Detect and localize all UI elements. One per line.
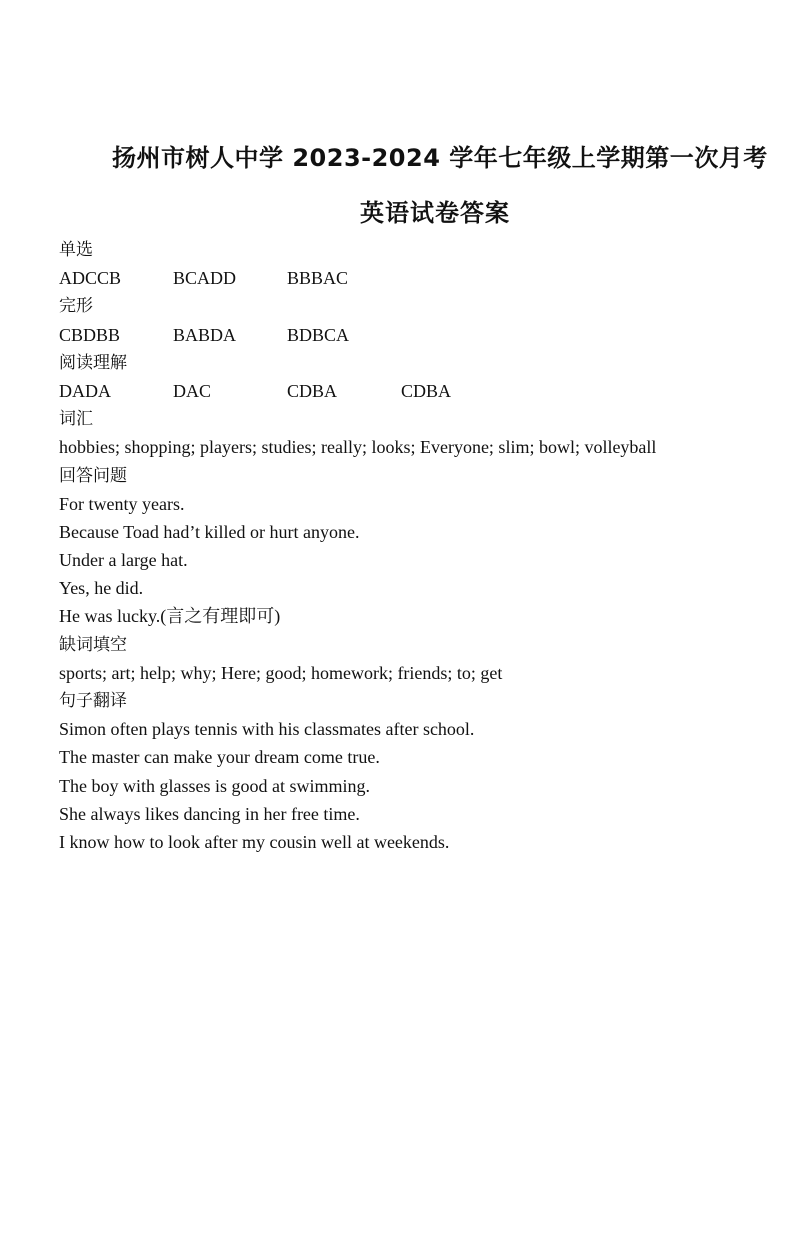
- answer-group: DAC: [173, 380, 212, 401]
- reading-answers: [59, 377, 759, 405]
- question-answer: For twenty years.: [59, 493, 185, 514]
- question-answer: Under a large hat.: [59, 550, 188, 571]
- section-heading-cloze: 完形: [59, 296, 93, 317]
- answer-group: CDBA: [287, 380, 338, 401]
- section-heading-single-choice: 单选: [59, 240, 93, 260]
- question-answer: He was lucky.(言之有理即可): [59, 606, 281, 627]
- answer-group: BABDA: [173, 324, 237, 345]
- section-heading-translation: 句子翻译: [59, 691, 127, 711]
- answer-group: BDBCA: [287, 324, 350, 345]
- translation-answer: She always likes dancing in her free time.: [59, 803, 360, 824]
- vocabulary-answers: hobbies; shopping; players; studies; really; looks; Everyone; slim; bowl; volleyball: [59, 437, 657, 458]
- answer-group: CDBA: [401, 380, 452, 401]
- section-heading-vocabulary: 词汇: [59, 409, 93, 430]
- translation-answer: I know how to look after my cousin well at weekends.: [59, 831, 450, 852]
- title-line-1: 扬州市树人中学 2023-2024 学年七年级上学期第一次月考: [112, 144, 768, 172]
- answer-group: BCADD: [173, 268, 237, 289]
- section-heading-reading: 阅读理解: [59, 352, 127, 373]
- section-heading-questions: 回答问题: [59, 465, 127, 486]
- cloze-answers: [59, 321, 759, 349]
- question-answer: Because Toad had’t killed or hurt anyone.: [59, 521, 360, 542]
- section-heading-fill-blanks: 缺词填空: [59, 634, 127, 655]
- answer-content: [59, 236, 759, 856]
- translation-answer: The boy with glasses is good at swimming.: [59, 775, 370, 796]
- fill-blanks-answers: sports; art; help; why; Here; good; homework; friends; to; get: [59, 662, 503, 683]
- translation-answer: Simon often plays tennis with his classmates after school.: [59, 719, 475, 740]
- translation-answer: The master can make your dream come true.: [59, 747, 380, 768]
- answer-group: BBBAC: [287, 268, 349, 289]
- answer-group: CBDBB: [59, 324, 121, 345]
- answer-group: DADA: [59, 380, 111, 401]
- answer-group: ADCCB: [59, 268, 122, 289]
- title-line-2: 英语试卷答案: [360, 199, 510, 227]
- single-choice-answers: [59, 264, 759, 292]
- question-answer: Yes, he did.: [59, 578, 144, 599]
